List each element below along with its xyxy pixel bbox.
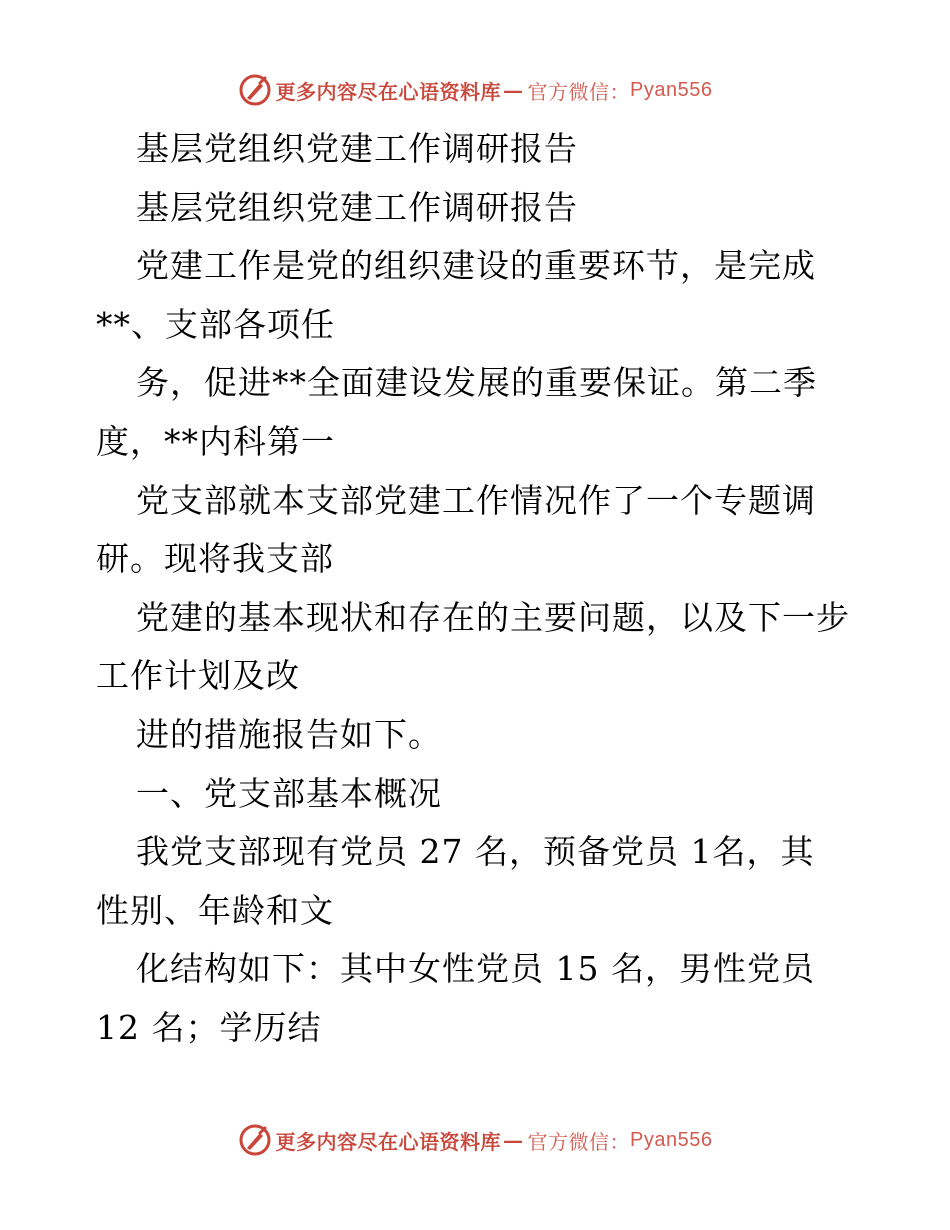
banner-wechat-id: Pyan556 bbox=[630, 1128, 713, 1151]
footer-banner bbox=[0, 1120, 950, 1160]
text-line: 12 名；学历结 bbox=[96, 1007, 322, 1047]
text-line: 党建工作是党的组织建设的重要环节，是完成 bbox=[136, 246, 816, 286]
text-line: 党建的基本现状和存在的主要问题，以及下一步 bbox=[136, 597, 850, 637]
text-line: 基层党组织党建工作调研报告 bbox=[136, 129, 578, 168]
banner-text: 更多内容尽在心语资料库 bbox=[275, 1129, 502, 1154]
text-line: 务，促进**全面建设发展的重要保证。第二季 bbox=[136, 363, 817, 403]
pen-seal-icon bbox=[238, 73, 272, 107]
text-line: 研。现将我支部 bbox=[96, 539, 334, 579]
text-line: 基层党组织党建工作调研报告 bbox=[136, 187, 578, 227]
banner-dash: — bbox=[503, 1128, 524, 1152]
banner-wechat-label: 官方微信： bbox=[527, 1129, 631, 1154]
text-line: 我党支部现有党员 27 名，预备党员 1名，其 bbox=[136, 832, 815, 872]
banner-dash: — bbox=[503, 78, 524, 102]
text-line: 化结构如下：其中女性党员 15 名，男性党员 bbox=[136, 949, 815, 989]
text-line: 工作计划及改 bbox=[96, 656, 300, 696]
header-banner bbox=[0, 70, 950, 110]
banner-text: 更多内容尽在心语资料库 bbox=[275, 79, 502, 104]
banner-wechat-label: 官方微信： bbox=[527, 79, 631, 104]
banner-wechat-id: Pyan556 bbox=[630, 78, 713, 101]
text-line: 党支部就本支部党建工作情况作了一个专题调 bbox=[136, 480, 816, 520]
text-line: 度，**内科第一 bbox=[96, 421, 335, 461]
text-line: 一、党支部基本概况 bbox=[136, 773, 442, 813]
text-line: 进的措施报告如下。 bbox=[136, 714, 442, 754]
text-line: 性别、年龄和文 bbox=[96, 890, 334, 930]
pen-seal-icon bbox=[238, 1123, 272, 1157]
document-body bbox=[96, 120, 856, 1058]
text-line: **、支部各项任 bbox=[96, 304, 335, 344]
